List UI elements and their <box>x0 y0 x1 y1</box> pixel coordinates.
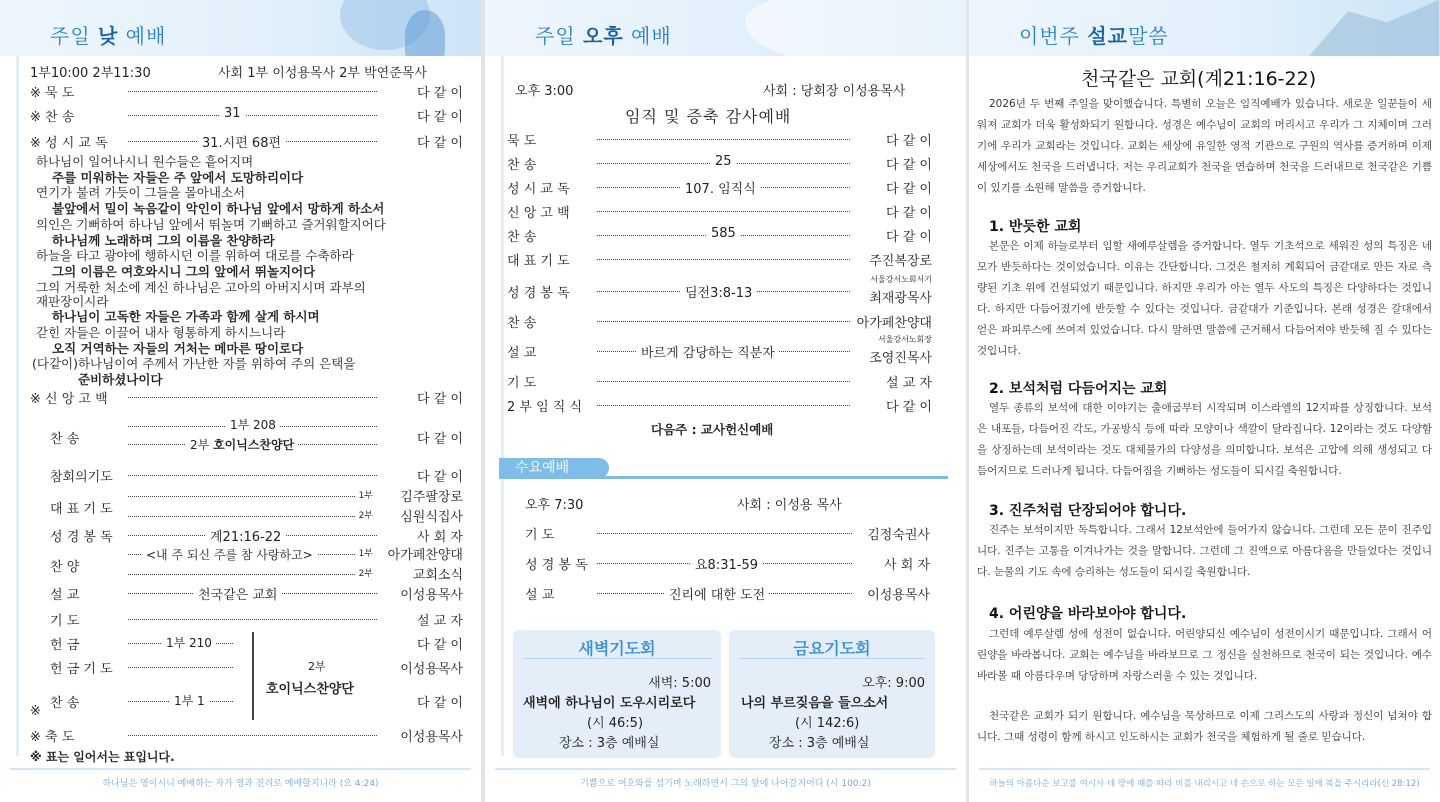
reading-line: 재판장이시라 <box>36 293 109 309</box>
reading-line: 그의 거룩한 처소에 계신 하나님은 고아의 아버지시며 과부의 <box>36 279 366 295</box>
order-row: 성 경 봉 독 계21:16-22 사 회 자 <box>30 524 463 546</box>
bracket-2bu: 2부 <box>308 660 326 673</box>
order-row: 2 부 임 직 식 다 같 이 <box>507 400 932 415</box>
reading-line: 하늘을 타고 광야에 행하시던 이를 위하여 대로를 수축하라 <box>36 248 354 264</box>
order-row: 찬 송 585 다 같 이 <box>507 226 932 245</box>
afternoon-time: 오후 3:00 <box>515 84 574 99</box>
order-row: ※ 축 도 이성용목사 <box>30 730 463 745</box>
order-top <box>30 80 463 150</box>
panel3-footer: 하늘의 아름다운 보고를 여시사 네 땅에 때를 따라 비를 내리시고 네 손으로 하는 모든 일에 복을 주시리라(신 28:12) <box>979 768 1430 802</box>
panel2-header <box>485 0 966 56</box>
order-row: 찬 송 1부 1 다 같 이 <box>50 694 463 711</box>
church-icon <box>405 10 445 56</box>
order-row: 찬 송 아가페찬양대 <box>507 316 932 331</box>
order-row: 대 표 기 도 1부 김주팔장로 2부 심원식집사 <box>50 490 463 525</box>
reading-line: 의인은 기뻐하여 하나님 앞에서 뛰놀며 기뻐하고 즐거워할지어다 <box>36 216 386 232</box>
sermon-intro: 2026년 두 번째 주일을 맞이했습니다. 특별히 오늘은 임직예배가 있습니다. 새로운 일꾼들이 세워져 교회가 더욱 활성화되기 원합니다. 성경은 예수님이 교회의 머리시고 우리가 그 지체이며 그러기에 우리가 교회라는 것입니다. 교회는 세상에 유일한 영적 기관으로 구원의 역사를 증거하며 이제 세상에서도 천국을 드러냅니다. 저는 우리교회가 천국을 연습하며 천국을 드러내므로 천국같은 기쁨이 있기를 소원해 말씀을 증거합니다. <box>977 98 1432 194</box>
sermon-heading-3: 3. 진주처럼 단장되어야 합니다. <box>989 503 1187 519</box>
order-row: 성 경 봉 독 요8:31-59 사 회 자 <box>525 552 930 574</box>
sheep-decoration <box>745 0 966 56</box>
bracket-team: 호이닉스찬양단 <box>266 682 354 697</box>
reading-line: 준비하셨나이다 <box>78 372 163 388</box>
order-row: 찬 양 <내 주 되신 주를 참 사랑하고> 1부 아가페찬양대 2부 교회소식 <box>50 548 463 583</box>
wed-order <box>525 522 930 612</box>
service-leaders: 사회 1부 이성용목사 2부 박연준목사 <box>218 66 427 81</box>
order-row: 신 앙 고 백 다 같 이 <box>507 206 932 221</box>
order-row: 설 교 바르게 감당하는 직분자 서울강서노회장 조영진목사 <box>507 335 932 366</box>
sermon-heading-1: 1. 반듯한 교회 <box>989 219 1082 235</box>
order-row: 설 교 천국같은 교회 이성용목사 <box>30 582 463 604</box>
left-margin-bar <box>16 56 19 756</box>
order-row: 찬 송 25 다 같 이 <box>507 154 932 173</box>
left-margin-bar <box>501 56 504 756</box>
sermon-point-3: 진주는 보석이지만 독특합니다. 그래서 12보석안에 들어가지 않습니다. 그런데 모든 문이 진주입니다. 진주는 고통을 이겨나가는 것을 말합니다. 그런데 그 진액으로 아름다움을 만들었다는 것입니다. 눈물의 기도 속에 승리하는 성도들이 되시길 축원합니다. <box>977 524 1432 578</box>
next-week-notice: 다음주 : 교사헌신예배 <box>651 422 774 437</box>
reading-line: 하나님께 노래하며 그의 이름을 찬양하라 <box>52 232 275 248</box>
order-row: 기 도 설 교 자 <box>507 376 932 391</box>
reading-line: 연기가 불려 가듯이 그들을 몰아내소서 <box>36 185 246 201</box>
sermon-title: 천국같은 교회(계21:16-22) <box>1081 68 1317 90</box>
panel3-title: 이번주 설교말씀 <box>1019 24 1169 48</box>
sermon-point-4b: 천국같은 교회가 되기 원합니다. 예수님을 묵상하므로 이제 그리스도의 사랑과 정신이 넘쳐야 합니다. 그때 성령이 함께 하시고 인도하시는 교회가 천국을 체험하게 될 줄로 믿습니다. <box>977 710 1432 743</box>
order-row: 묵 도 다 같 이 <box>507 134 932 149</box>
sermon-heading-2: 2. 보석처럼 다듬어지는 교회 <box>989 381 1168 397</box>
order-row: 기 도 김정숙권사 <box>525 528 930 543</box>
order-row: ※ 신 앙 고 백 다 같 이 <box>30 392 463 407</box>
sermon-point-1: 본문은 이제 하늘로부터 임할 새예루살렘을 증거합니다. 열두 기초석으로 세워진 성의 특징은 네모가 반듯하다는 것이었습니다. 이유는 간단합니다. 그것은 철저히 계획되어 금같대로 만든 자로 측량된 기초 위에 건설되었기 때문입니다. 하지만 우리가 아는 열두 사도의 특징은 다양하다는 것입니다. 하지만 다듬어졌기에 반듯할 수 있다는 것입니다. 금같대가 기준입니다. 본래 성경은 갈대에서 얻은 파피루스에 쓰여져 있었습니다. 다시 말하면 말씀에 근거해서 다듬어져야 반듯해 질 수 있다는 것입니다. <box>977 240 1432 357</box>
sermon-point-4a: 그런데 예루살렘 성에 성전이 없습니다. 어린양되신 예수님이 성전이시기 때문입니다. 그래서 어린양을 바라봅니다. 교회는 예수님을 바라보므로 그 정신을 실천하므로 천국이 되는 것입니다. 예수 바라볼 때 아름다우며 당당하며 자랑스러울 수 있는 것입니다. <box>977 628 1432 682</box>
special-service-title: 임직 및 증축 감사예배 <box>625 107 792 126</box>
panel2-title: 주일 오후 예배 <box>535 24 672 48</box>
wed-leader: 사회 : 이성용 목사 <box>737 498 842 513</box>
order-row: 참회의기도 다 같 이 <box>50 470 463 485</box>
panel2-footer: 기쁨으로 여호와를 섬기며 노래하면서 그의 앞에 나아갈지어다 (시 100:2) <box>495 768 956 802</box>
order-bottom <box>30 386 463 766</box>
order-row: ※ 성 시 교 독 31.시편 68편 다 같 이 <box>30 130 463 152</box>
dawn-prayer-box: 새벽기도회 새벽: 5:00 새벽에 하나님이 도우시리로다 (시 46:5) 장소 : 3층 예배실 <box>513 630 721 758</box>
order-row: 기 도 설 교 자 <box>50 614 463 629</box>
reading-line: 오직 거역하는 자들의 거처는 메마른 땅이로다 <box>52 340 304 356</box>
order-row: ※ 찬 송 31 다 같 이 <box>30 106 463 125</box>
service-times: 1부10:00 2부11:30 <box>30 66 151 81</box>
panel1-footer: 하나님은 영이시니 예배하는 자가 영과 진리로 예배할지니라 (요 4:24) <box>10 768 471 802</box>
sermon-heading-4: 4. 어린양을 바라보아야 합니다. <box>989 606 1187 622</box>
panel-afternoon-service <box>485 0 966 802</box>
friday-prayer-box: 금요기도회 오후: 9:00 나의 부르짖음을 들으소서 (시 142:6) 장소 : 3층 예배실 <box>729 630 935 758</box>
panel1-header <box>0 0 481 56</box>
stand-mark: ※ <box>30 704 41 719</box>
order-row: 헌 금 1부 210 다 같 이 <box>50 636 463 653</box>
sermon-point-2: 열두 종류의 보석에 대한 이야기는 출애굽부터 시작되며 이스라엘의 12지파를 상징합니다. 보석은 내포들, 다듬어진 각도, 가공방식 등에 따라 모양이나 색깔이 달라집니다. 12이라는 것도 다양함을 상징하는데 보석이라는 것도 대체불가의 다양성을 의미합니다. 보석은 고압에 의해 생성되고 다듬어지므로 드러나게 됩니다. 다듬어짐을 기뻐하는 성도들이 되시길 축원합니다. <box>977 402 1432 477</box>
reading-line: (다같이)하나님이여 주께서 가난한 자를 위하여 주의 은택을 <box>32 356 356 372</box>
wed-service-tab: 수요예배 <box>499 458 609 478</box>
stand-note: ※ 표는 일어서는 표입니다. <box>30 750 175 764</box>
reading-line: 갇힌 자들은 이끌어 내사 형통하게 하시느니라 <box>36 325 286 340</box>
panel-morning-service <box>0 0 481 802</box>
order-row: 설 교 진리에 대한 도전 이성용목사 <box>525 582 930 604</box>
order-row: ※ 묵 도 다 같 이 <box>30 86 463 101</box>
order-row: 헌 금 기 도 이성용목사 <box>50 662 463 677</box>
building-decoration <box>1309 0 1439 56</box>
order-row: 성 경 봉 독 딤전3:8-13 서울강서노회서기 최재광목사 <box>507 275 932 306</box>
panel1-title: 주일 낮 예배 <box>50 24 167 48</box>
reading-line: 주를 미워하는 자들은 주 앞에서 도망하리이다 <box>52 169 304 185</box>
reading-line: 하나님이 고독한 자들은 가족과 함께 살게 하시며 <box>52 309 320 325</box>
afternoon-order <box>507 128 932 418</box>
reading-line: 불앞에서 밀이 녹음같이 악인이 하나님 앞에서 망하게 하소서 <box>52 201 385 217</box>
afternoon-leader: 사회 : 당회장 이성용목사 <box>763 84 906 99</box>
panel-sermon <box>969 0 1440 802</box>
reading-line: 그의 이름은 여호와시니 그의 앞에서 뛰놀지어다 <box>52 263 316 279</box>
order-row: 대 표 기 도 주진복장로 <box>507 254 932 269</box>
reading-line: 하나님이 일어나시니 원수들은 흩어지며 <box>36 154 254 169</box>
panel3-header <box>969 0 1440 56</box>
wed-time: 오후 7:30 <box>525 498 584 513</box>
order-row: 성 시 교 독 107. 임직식 다 같 이 <box>507 176 932 198</box>
order-row: 찬 송 1부 208 2부 호이닉스찬양단 다 같 이 <box>50 418 463 452</box>
